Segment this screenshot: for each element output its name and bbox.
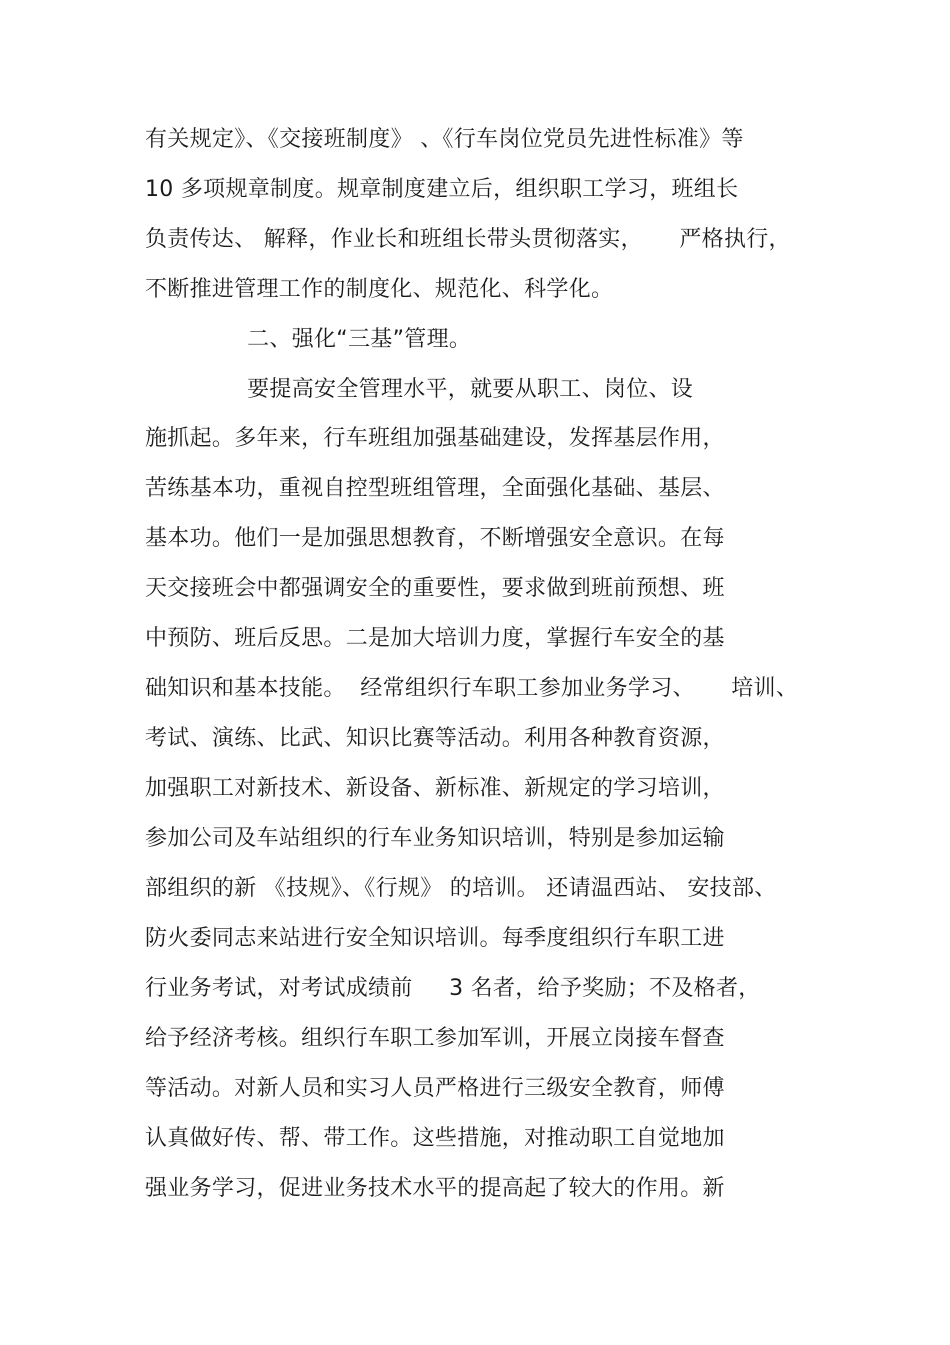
text-line: 10 多项规章制度。规章制度建立后，组织职工学习，班组长	[145, 177, 739, 202]
text-line: 等活动。对新人员和实习人员严格进行三级安全教育，师傅	[145, 1076, 725, 1101]
text-line: 考试、演练、比武、知识比赛等活动。利用各种教育资源，	[145, 726, 725, 751]
text-line: 要提高安全管理水平，就要从职工、岗位、设	[145, 377, 694, 402]
section-heading: 二、强化“三基”管理。	[145, 327, 472, 352]
text-line: 给予经济考核。组织行车职工参加军训，开展立岗接车督查	[145, 1026, 725, 1051]
text-line: 防火委同志来站进行安全知识培训。每季度组织行车职工进	[145, 926, 725, 951]
text-line: 施抓起。多年来，行车班组加强基础建设，发挥基层作用，	[145, 426, 725, 451]
text-line: 认真做好传、帮、带工作。这些措施，对推动职工自觉地加	[145, 1126, 725, 1151]
text-line: 参加公司及车站组织的行车业务知识培训，特别是参加运输	[145, 826, 725, 851]
text-line: 强业务学习，促进业务技术水平的提高起了较大的作用。新	[145, 1176, 725, 1201]
text-line: 础知识和基本技能。 经常组织行车职工参加业务学习、 培训、	[145, 676, 799, 701]
text-line: 基本功。他们一是加强思想教育，不断增强安全意识。在每	[145, 526, 725, 551]
text-line: 苦练基本功，重视自控型班组管理，全面强化基础、基层、	[145, 476, 725, 501]
text-line: 有关规定》、《交接班制度》 、《行车岗位党员先进性标准》等	[145, 127, 744, 152]
text-line: 行业务考试，对考试成绩前 3 名者，给予奖励；不及格者，	[145, 976, 761, 1001]
text-line: 负责传达、 解释，作业长和班组长带头贯彻落实， 严格执行，	[145, 227, 791, 252]
text-line: 部组织的新 《技规》、《行规》 的培训。 还请温西站、 安技部、	[145, 876, 777, 901]
text-line: 中预防、班后反思。二是加大培训力度，掌握行车安全的基	[145, 626, 725, 651]
text-line: 加强职工对新技术、新设备、新标准、新规定的学习培训，	[145, 776, 725, 801]
text-line: 不断推进管理工作的制度化、规范化、科学化。	[145, 277, 614, 302]
text-line: 天交接班会中都强调安全的重要性，要求做到班前预想、班	[145, 576, 725, 601]
